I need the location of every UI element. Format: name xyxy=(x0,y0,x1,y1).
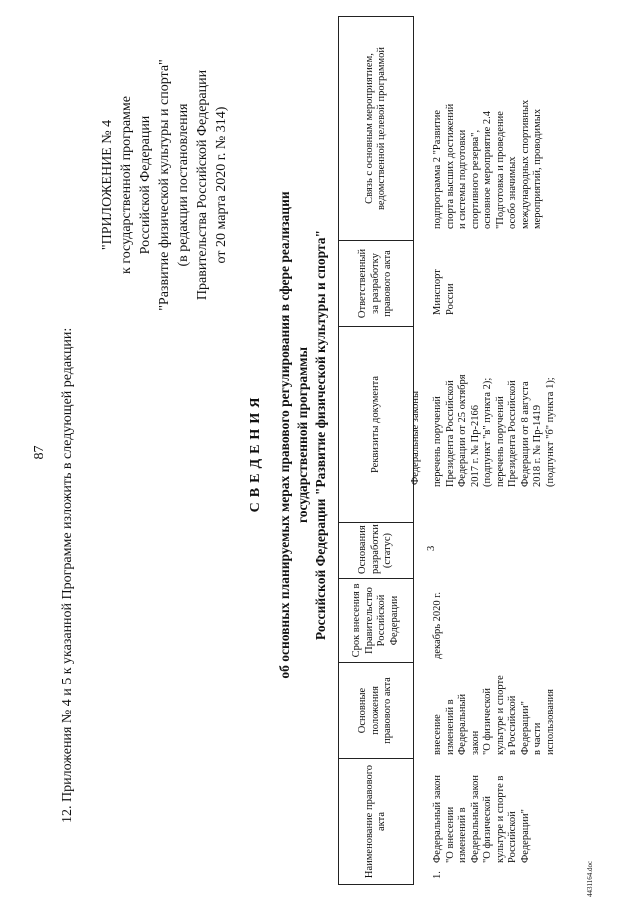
column-header-provisions: Основные положения правового акта xyxy=(339,663,414,759)
cell-line: Федеральный закон xyxy=(432,774,443,863)
cell-act-name xyxy=(432,763,532,863)
subheading-line: Российской Федерации "Развитие физической культуры и спорта" xyxy=(313,229,328,641)
cell-line: "Подготовка и проведение xyxy=(494,111,506,229)
cell-line: использования xyxy=(544,689,556,755)
cell-line: основное мероприятие 2.4 xyxy=(482,110,493,229)
cell-line: России xyxy=(444,283,456,315)
appendix-header-line: Российской Федерации xyxy=(138,115,153,255)
column-header-act-name: Наименование правового акта xyxy=(339,759,414,885)
cell-provisions xyxy=(432,667,557,755)
table-header-row xyxy=(339,17,414,885)
cell-line: Федерации от 8 августа xyxy=(519,381,531,487)
cell-line: изменений в xyxy=(444,699,456,755)
appendix-header-line: "ПРИЛОЖЕНИЕ № 4 xyxy=(100,119,115,251)
appendix-header-line: к государственной программе xyxy=(119,96,134,274)
cell-line: перечень поручений xyxy=(494,396,506,487)
amendment-intro-text: 12. Приложения № 4 и 5 к указанной Программе изложить в следующей редакции: xyxy=(60,327,75,823)
cell-line: "О внесении xyxy=(444,806,456,863)
measures-table-header xyxy=(338,16,414,885)
cell-deadline: декабрь 2020 г. xyxy=(432,592,443,659)
cell-line: в части xyxy=(532,722,543,755)
appendix-header-line: (в редакции постановления xyxy=(176,103,191,267)
cell-line: Минспорт xyxy=(432,269,443,315)
row-number: 1. xyxy=(432,871,443,879)
appendix-header-line: от 20 марта 2020 г. № 314) xyxy=(214,106,229,264)
cell-line: международных спортивных xyxy=(519,99,531,229)
cell-link xyxy=(432,19,545,229)
column-header-requisites: Реквизиты документа xyxy=(339,327,414,523)
cell-line: мероприятий, проводимых xyxy=(532,108,543,229)
table-section-title: Федеральные законы xyxy=(410,390,421,485)
cell-line: 2017 г. № Пр-2166 xyxy=(469,405,481,487)
cell-line: внесение xyxy=(432,714,443,755)
page-number: 87 xyxy=(32,445,47,460)
cell-line: спорта высших достижений xyxy=(444,103,456,229)
cell-responsible xyxy=(432,235,457,315)
cell-line: спортивного резерва", xyxy=(469,129,481,229)
cell-line: перечень поручений xyxy=(432,396,443,487)
cell-line: Федерации" xyxy=(519,701,531,755)
cell-line: культуре и спорте в xyxy=(494,775,506,863)
cell-line: культуре и спорте xyxy=(494,675,506,755)
document-heading: СВЕДЕНИЯ xyxy=(248,392,263,513)
file-name-footer: 4431164.doc xyxy=(586,860,594,897)
appendix-header-line: Правительства Российской Федерации xyxy=(195,69,210,301)
appendix-header-line: "Развитие физической культуры и спорта" xyxy=(157,59,172,311)
cell-line: в Российской xyxy=(507,695,518,755)
appendix-header xyxy=(98,20,231,350)
cell-line: Федеральный xyxy=(457,693,468,755)
column-header-responsible: Ответственный за разработку правового акта xyxy=(339,241,414,327)
cell-line: закон xyxy=(469,730,481,755)
column-header-link: Связь с основным мероприятием, ведомственной целевой программой xyxy=(339,17,414,241)
cell-line: изменений в xyxy=(457,807,468,863)
cell-line: и системы подготовки xyxy=(457,129,468,229)
cell-line: особо значимых xyxy=(507,156,518,229)
cell-line: "О физической xyxy=(482,688,493,755)
cell-line: Федерации от 25 октября xyxy=(457,374,468,487)
cell-line: Федеральный закон xyxy=(469,774,481,863)
cell-line: Президента Российской xyxy=(444,380,456,487)
cell-line: "О физической xyxy=(482,796,493,863)
cell-line: (подпункт "б" пункта 1); xyxy=(544,377,556,487)
subheading-line: об основных планируемых мерах правового регулирования в сфере реализации государственной программы xyxy=(277,191,310,679)
cell-line: подпрограмма 2 "Развитие xyxy=(432,109,443,229)
column-header-basis: Основания разработки (статус) xyxy=(339,523,414,579)
cell-line: Федерации" xyxy=(519,809,531,863)
cell-requisites xyxy=(432,307,557,487)
cell-line: Российской xyxy=(507,811,518,863)
cell-line: (подпункт "в" пункта 2); xyxy=(482,377,493,487)
column-header-deadline: Срок внесения в Правительство Российской Федерации xyxy=(339,579,414,663)
cell-basis: 3 xyxy=(426,545,437,551)
document-subheading xyxy=(276,155,330,715)
cell-line: 2018 г. № Пр-1419 xyxy=(532,405,543,487)
cell-line: Президента Российской xyxy=(507,380,518,487)
